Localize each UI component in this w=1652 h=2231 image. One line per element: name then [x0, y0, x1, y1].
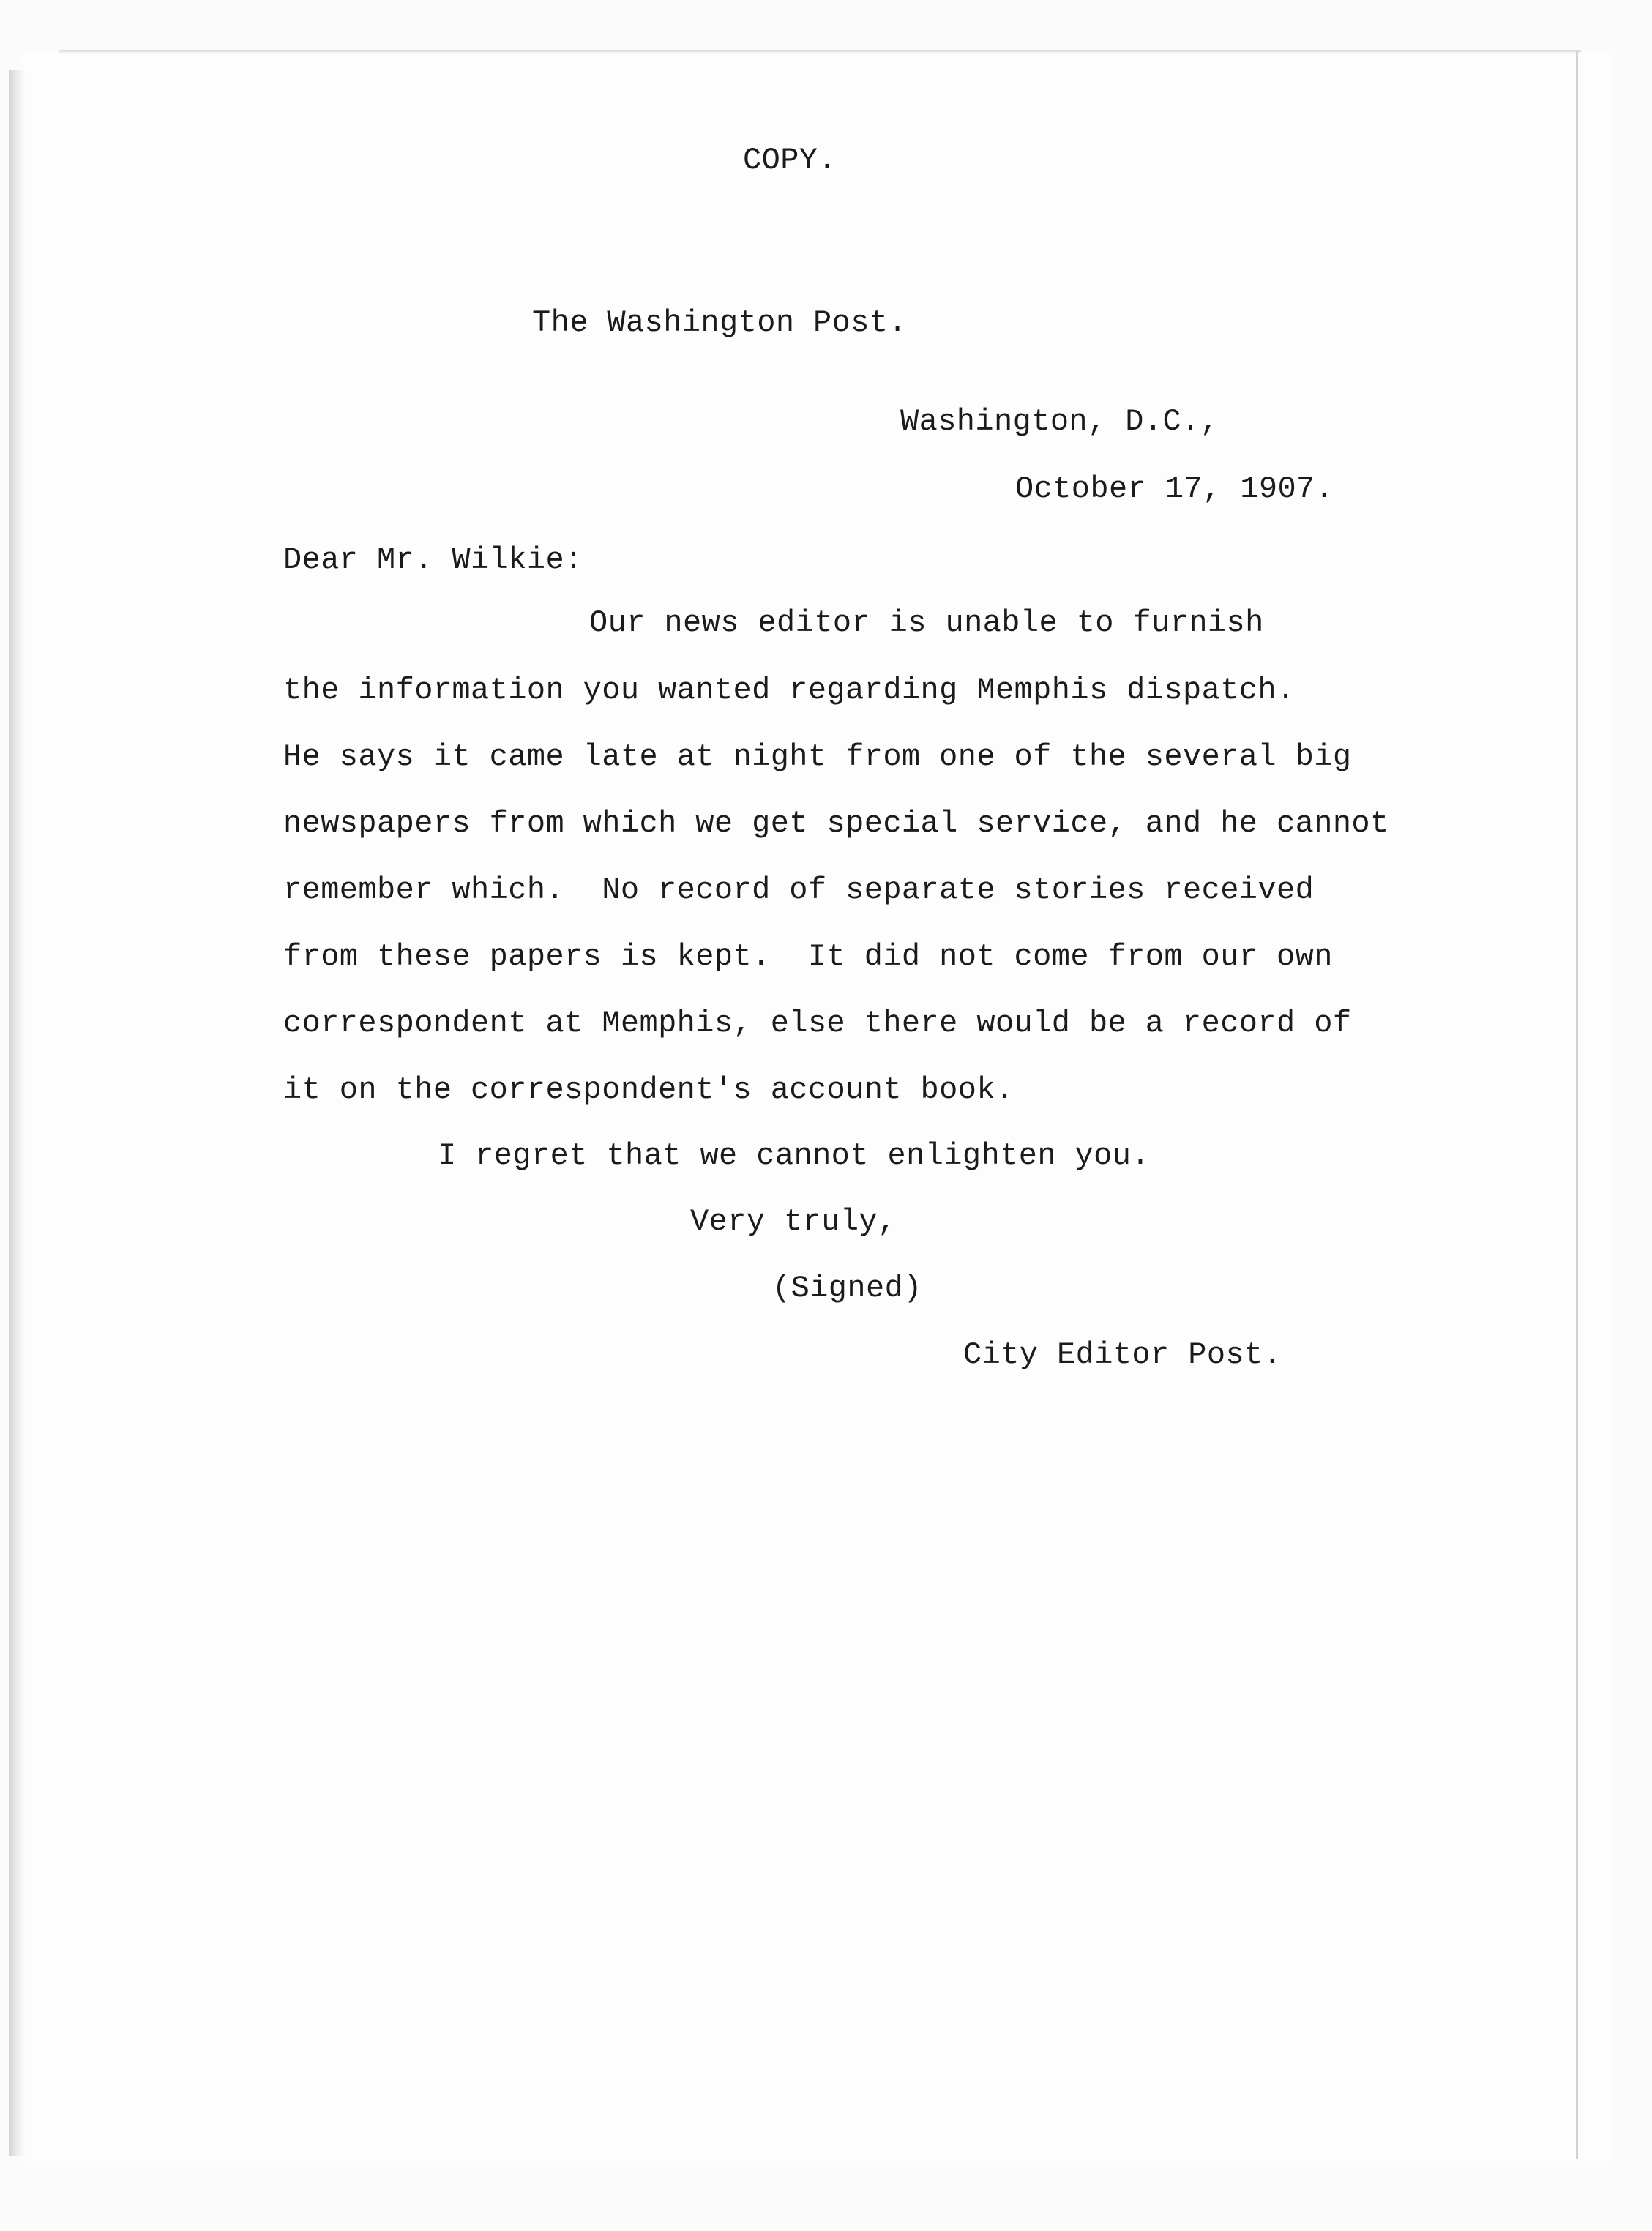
organization-heading: The Washington Post. — [532, 305, 908, 340]
paper-top-edge-shadow — [59, 50, 1581, 54]
letter-place: Washington, D.C., — [900, 404, 1219, 439]
paper-left-edge-shadow — [9, 70, 25, 2156]
body-line: newspapers from which we get special service, and he cannot — [283, 806, 1389, 841]
body-line: from these papers is kept. It did not come from our own — [283, 939, 1333, 974]
copy-label: COPY. — [743, 143, 837, 178]
body-line: correspondent at Memphis, else there would be a record of — [283, 1006, 1352, 1041]
salutation: Dear Mr. Wilkie: — [283, 542, 583, 578]
body-line: it on the correspondent's account book. — [283, 1072, 1014, 1107]
signature-title: City Editor Post. — [963, 1337, 1282, 1372]
body-line: remember which. No record of separate stories received — [283, 872, 1315, 908]
valediction: Very truly, — [690, 1204, 897, 1239]
body-line: Our news editor is unable to furnish — [589, 605, 1264, 640]
body-line: He says it came late at night from one of the several big — [283, 739, 1352, 774]
letter-date: October 17, 1907. — [1015, 471, 1334, 507]
body-line: the information you wanted regarding Memphis dispatch. — [283, 673, 1296, 708]
signed-note: (Signed) — [772, 1271, 922, 1306]
paper-right-edge — [1576, 51, 1578, 2159]
closing-paragraph: I regret that we cannot enlighten you. — [438, 1138, 1150, 1173]
